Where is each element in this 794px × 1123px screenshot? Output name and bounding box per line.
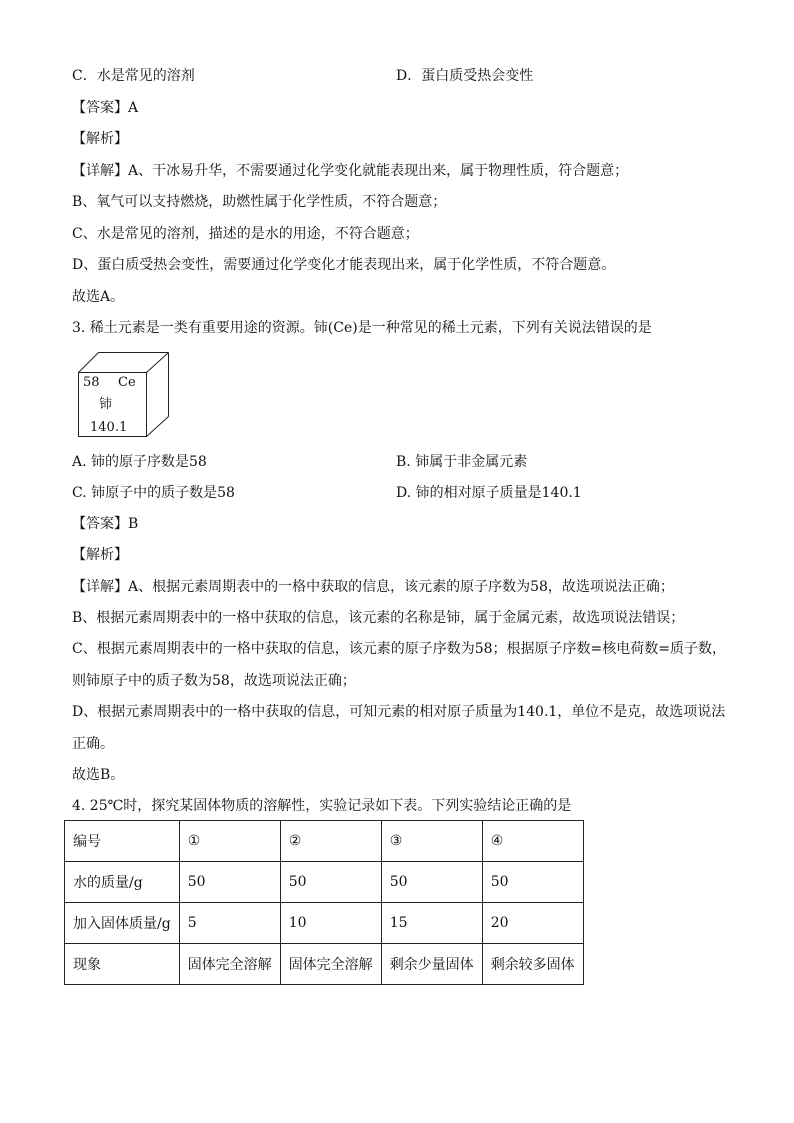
table-cell: 加入固体质量/g <box>65 903 180 944</box>
table-row <box>65 903 584 944</box>
table-row <box>65 821 584 862</box>
table-cell: 编号 <box>65 821 180 862</box>
q2-detail-line: B、氧气可以支持燃烧，助燃性属于化学性质，不符合题意； <box>72 194 447 210</box>
q4-stem: 4. 25℃时，探究某固体物质的溶解性，实验记录如下表。下列实验结论正确的是 <box>72 798 572 814</box>
table-cell: 固体完全溶解 <box>280 944 381 985</box>
element-symbol: Ce <box>118 375 136 390</box>
table-cell: 剩余较多固体 <box>482 944 583 985</box>
table-cell: 50 <box>179 862 280 903</box>
experiment-table <box>64 820 584 985</box>
q3-conclusion: 故选B。 <box>72 767 125 783</box>
table-row <box>65 862 584 903</box>
table-cell: 10 <box>280 903 381 944</box>
element-cell-cube <box>78 352 170 438</box>
table-cell: 15 <box>381 903 482 944</box>
q3-detail-line: B、根据元素周期表中的一格中获取的信息，该元素的名称是铈，属于金属元素，故选项说法错误； <box>72 610 685 626</box>
q3-option-c: C. 铈原子中的质子数是58 <box>72 485 235 501</box>
table-cell: ② <box>280 821 381 862</box>
q2-detail-line: C、水是常见的溶剂，描述的是水的用途，不符合题意； <box>72 226 419 242</box>
q3-detail-line: 正确。 <box>72 736 114 752</box>
q3-option-d: D. 铈的相对原子质量是140.1 <box>396 485 582 501</box>
table-cell: 5 <box>179 903 280 944</box>
q2-detail-line: D、蛋白质受热会变性，需要通过化学变化才能表现出来，属于化学性质，不符合题意。 <box>72 257 616 273</box>
q3-detail-line: 则铈原子中的质子数为58，故选项说法正确； <box>72 673 356 689</box>
q2-conclusion: 故选A。 <box>72 289 125 305</box>
element-name: 铈 <box>99 397 113 412</box>
q3-option-b: B. 铈属于非金属元素 <box>396 454 528 470</box>
q2-option-c: C．水是常见的溶剂 <box>72 68 195 84</box>
q3-detail-line: 【详解】A、根据元素周期表中的一格中获取的信息，该元素的原子序数为58，故选项说法正确； <box>72 579 674 595</box>
table-cell: ④ <box>482 821 583 862</box>
q3-stem: 3. 稀土元素是一类有重要用途的资源。铈(Ce)是一种常见的稀土元素，下列有关说法错误的是 <box>72 320 652 336</box>
table-cell: ① <box>179 821 280 862</box>
q3-option-a: A. 铈的原子序数是58 <box>72 454 207 470</box>
atomic-number: 58 <box>83 375 100 390</box>
table-cell: 水的质量/g <box>65 862 180 903</box>
q2-detail-line: 【详解】A、干冰易升华，不需要通过化学变化就能表现出来，属于物理性质，符合题意； <box>72 163 629 179</box>
table-cell: 剩余少量固体 <box>381 944 482 985</box>
atomic-mass: 140.1 <box>90 420 128 435</box>
q2-analysis-label: 【解析】 <box>72 131 128 147</box>
table-row <box>65 944 584 985</box>
q2-option-d: D．蛋白质受热会变性 <box>396 68 534 84</box>
table-cell: ③ <box>381 821 482 862</box>
table-cell: 50 <box>381 862 482 903</box>
q3-detail-line: C、根据元素周期表中的一格中获取的信息，该元素的原子序数为58；根据原子序数=核电荷数=质子数， <box>72 641 726 657</box>
table-cell: 20 <box>482 903 583 944</box>
table-cell: 固体完全溶解 <box>179 944 280 985</box>
q3-answer: 【答案】B <box>72 516 139 532</box>
table-cell: 50 <box>482 862 583 903</box>
q2-answer: 【答案】A <box>72 100 139 116</box>
table-cell: 现象 <box>65 944 180 985</box>
q3-analysis-label: 【解析】 <box>72 547 128 563</box>
table-cell: 50 <box>280 862 381 903</box>
q3-detail-line: D、根据元素周期表中的一格中获取的信息，可知元素的相对原子质量为140.1，单位不是克，故选项说法 <box>72 704 726 720</box>
